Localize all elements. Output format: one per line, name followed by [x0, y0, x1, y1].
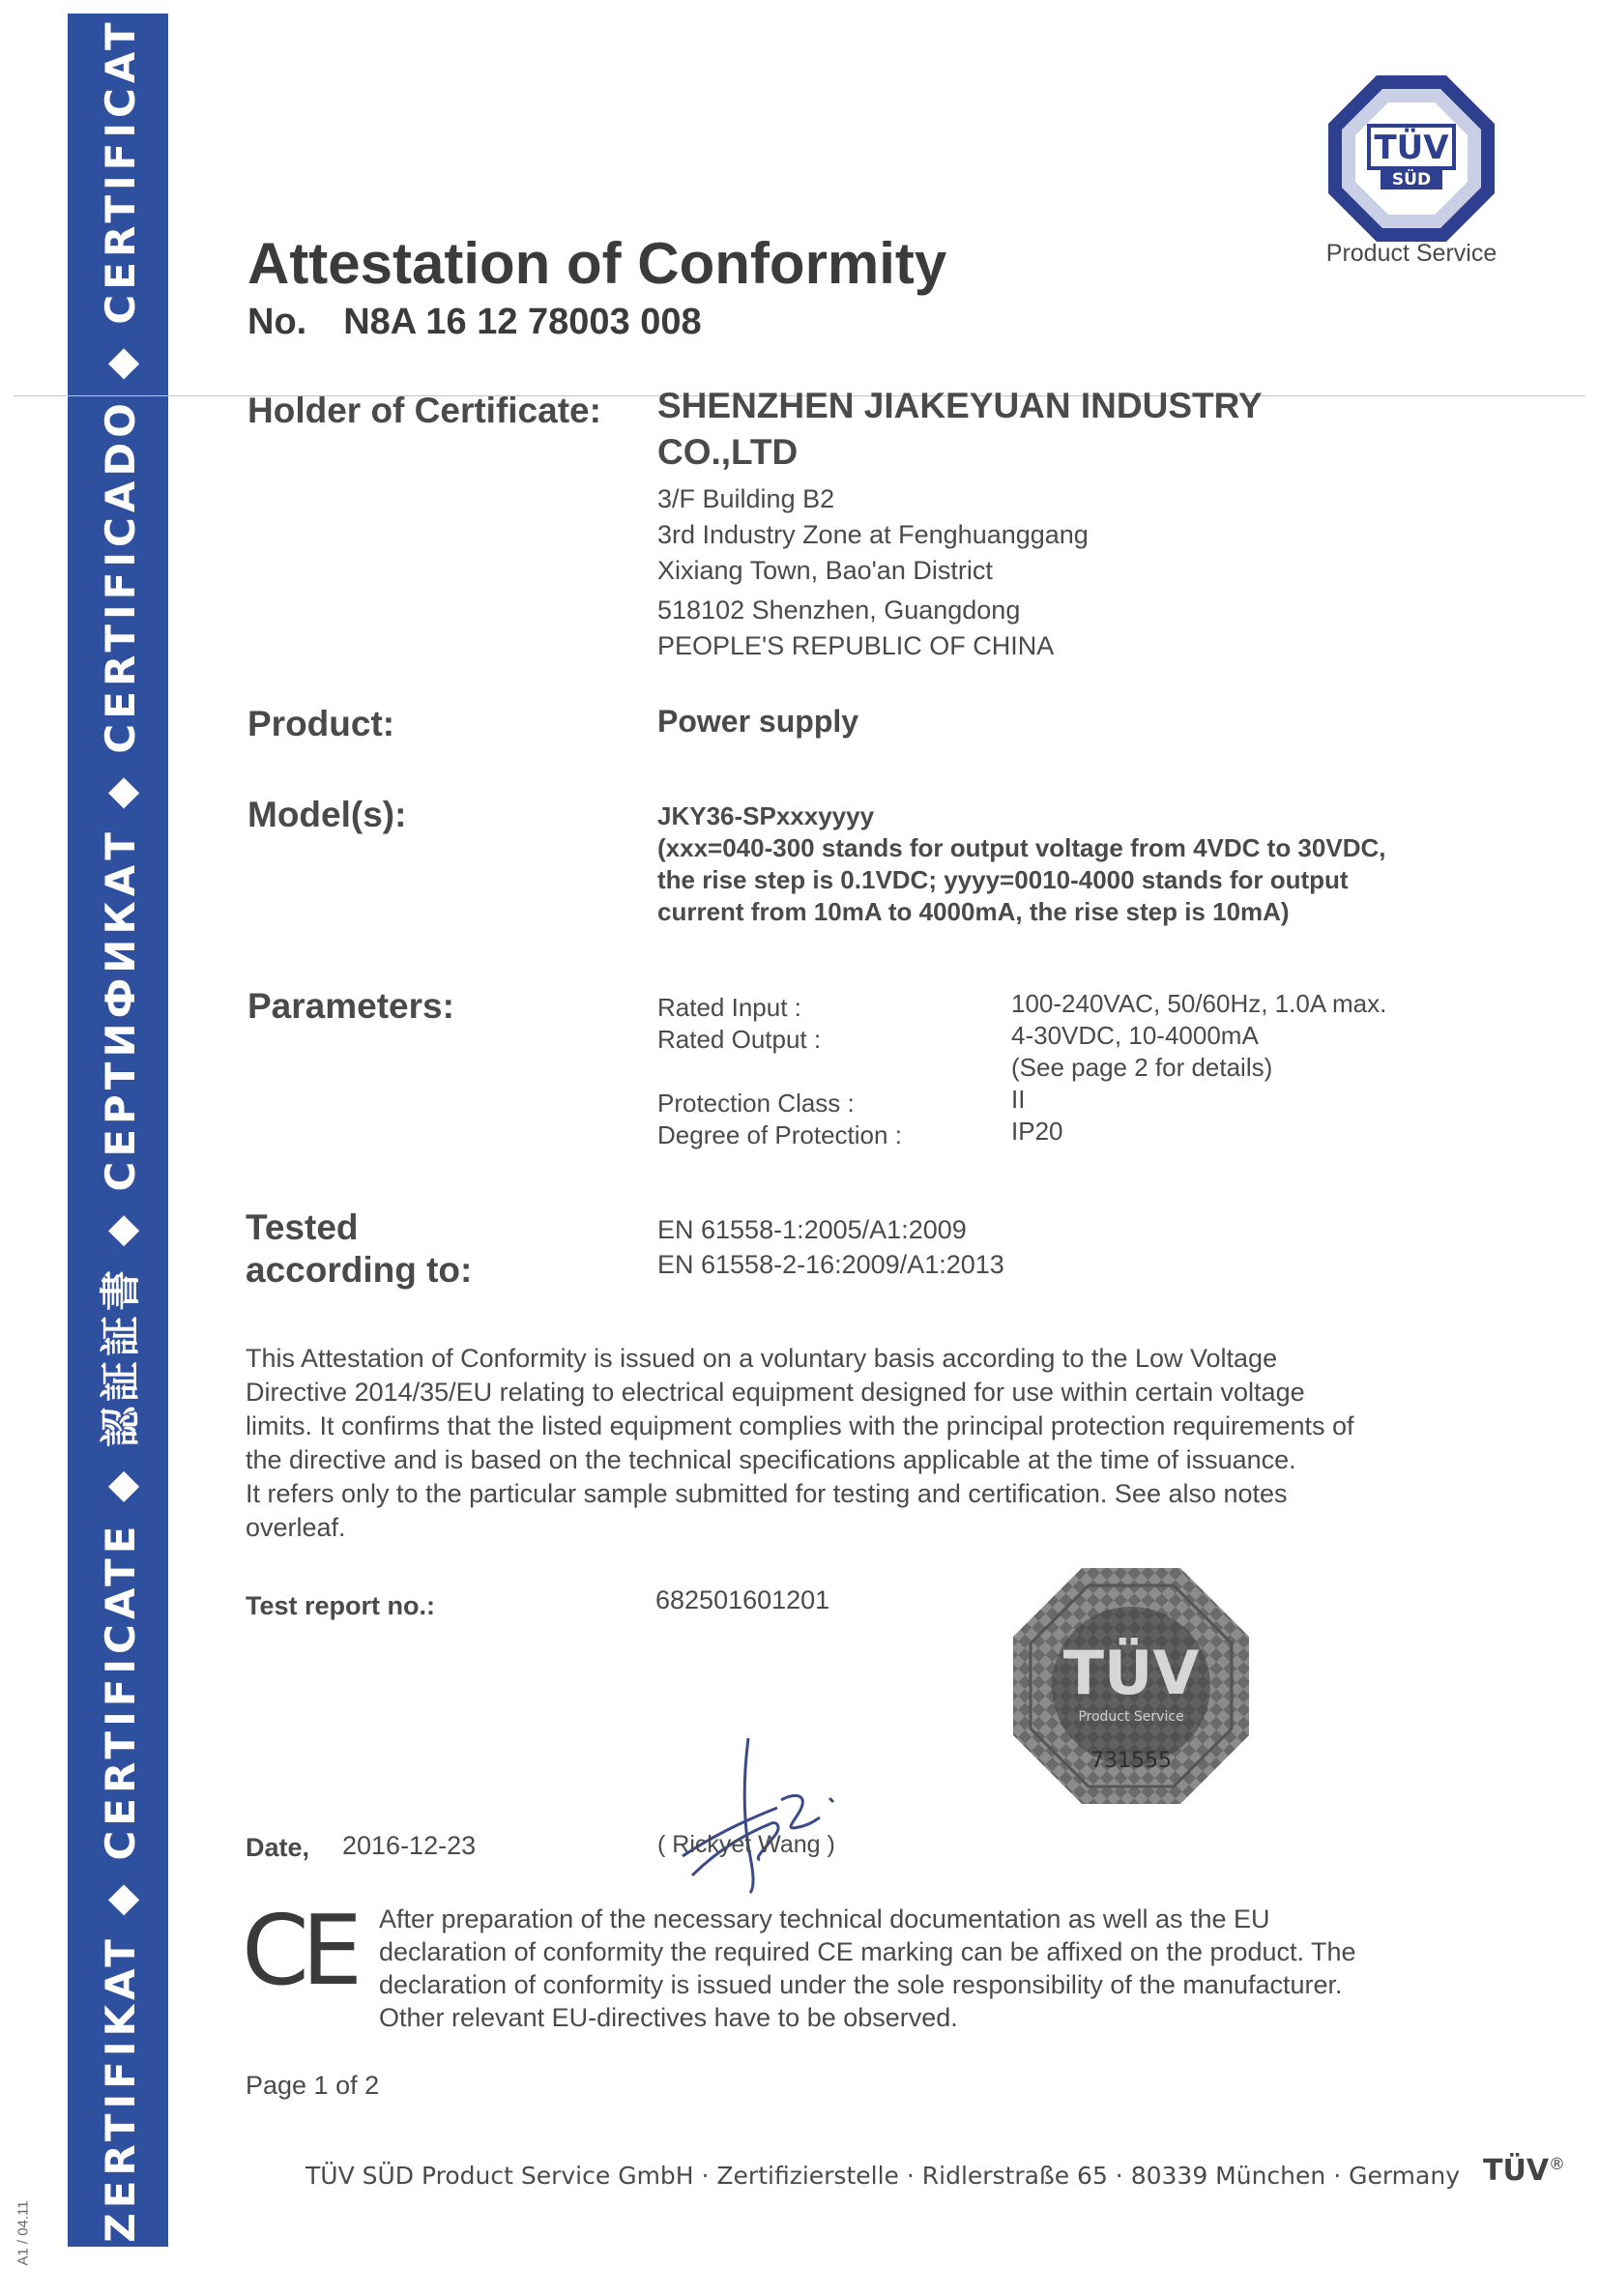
tuv-hologram-seal-icon [1011, 1566, 1251, 1806]
logo-mark-bottom: SÜD [1391, 170, 1432, 189]
holder-label: Holder of Certificate: [247, 391, 601, 430]
holder-name [657, 383, 1263, 476]
tested-label-line: according to: [246, 1250, 473, 1290]
signatory-name: ( Rickyet Wang ) [657, 1831, 835, 1858]
seal-serial: 731555 [1090, 1749, 1172, 1773]
parameter-name: Rated Output : [657, 1025, 822, 1054]
parameters-label: Parameters: [247, 986, 454, 1026]
statement-line: the directive and is based on the technical specifications applicable at the time of issuance. [246, 1445, 1296, 1474]
ce-note [379, 1903, 1462, 2034]
parameter-name: Protection Class : [657, 1089, 855, 1118]
tested-label [246, 1206, 472, 1292]
conformity-statement [246, 1342, 1435, 1545]
test-report-label: Test report no.: [246, 1591, 436, 1620]
logo-caption: Product Service [1325, 240, 1497, 267]
model-line: JKY36-SPxxxyyyy [657, 801, 875, 830]
product-value: Power supply [657, 704, 859, 739]
statement-line: overleaf. [246, 1513, 346, 1542]
model-line: current from 10mA to 4000mA, the rise step is 10mA) [657, 897, 1290, 926]
parameter-value: IP20 [1011, 1117, 1063, 1146]
parameter-name [657, 1056, 902, 1088]
document-title: Attestation of Conformity [247, 231, 947, 296]
form-code [14, 2170, 33, 2296]
parameter-values [1011, 988, 1386, 1148]
parameter-value: 4-30VDC, 10-4000mA [1011, 1021, 1259, 1050]
parameter-names [657, 992, 902, 1151]
side-band-text: ZERTIFIKAT ◆ CERTIFICATE ◆ 認証証書 ◆ СЕРТИФИКАТ ◆ CERTIFICADO ◆ CERTIFICAT [97, 17, 144, 2243]
standard-item: EN 61558-2-16:2009/A1:2013 [657, 1250, 1004, 1279]
certificate-number-value: N8A 16 12 78003 008 [343, 302, 702, 342]
parameter-name: Rated Input : [657, 993, 801, 1022]
address-line: 518102 Shenzhen, Guangdong [657, 596, 1021, 625]
footer-address: TÜV SÜD Product Service GmbH · Zertifizierstelle · Ridlerstraße 65 · 80339 München · Germany [305, 2162, 1460, 2190]
address-line: 3rd Industry Zone at Fenghuanggang [657, 520, 1089, 549]
seal-subtext: Product Service [1078, 1709, 1184, 1725]
address-line: 3/F Building B2 [657, 484, 835, 513]
tuv-sud-logo-icon [1326, 73, 1497, 244]
standards-list [657, 1212, 1004, 1282]
registered-mark: ® [1549, 2155, 1566, 2174]
parameter-value: 100-240VAC, 50/60Hz, 1.0A max. [1011, 989, 1387, 1018]
date-label: Date, [246, 1833, 310, 1862]
certificate-side-band [68, 14, 168, 2247]
models-list [657, 800, 1385, 928]
footer-logo [1483, 2154, 1565, 2188]
statement-line: This Attestation of Conformity is issued on a voluntary basis according to the Low Voltage [246, 1344, 1278, 1373]
ce-note-line: declaration of conformity the required CE marking can be affixed on the product. The [379, 1937, 1356, 1966]
model-line: (xxx=040-300 stands for output voltage from 4VDC to 30VDC, [657, 833, 1386, 862]
ce-note-line: Other relevant EU-directives have to be observed. [379, 2003, 958, 2032]
statement-line: limits. It confirms that the listed equipment complies with the principal protection requirements of [246, 1411, 1354, 1440]
test-report-number: 682501601201 [655, 1585, 830, 1614]
parameter-name: Degree of Protection : [657, 1120, 902, 1149]
address-line: PEOPLE'S REPUBLIC OF CHINA [657, 631, 1055, 660]
statement-line: Directive 2014/35/EU relating to electrical equipment designed for use within certain voltage [246, 1378, 1305, 1407]
parameter-value: II [1011, 1085, 1026, 1114]
footer-logo-text: TÜV [1483, 2154, 1550, 2188]
ce-mark-icon: CE [242, 1894, 356, 2007]
holder-address [657, 481, 1089, 664]
logo-mark-top: TÜV [1374, 129, 1449, 167]
address-line: Xixiang Town, Bao'an District [657, 556, 993, 585]
standard-item: EN 61558-1:2005/A1:2009 [657, 1215, 967, 1244]
models-label: Model(s): [247, 795, 407, 834]
certificate-number [247, 302, 702, 343]
page-indicator: Page 1 of 2 [246, 2071, 380, 2100]
statement-line: It refers only to the particular sample submitted for testing and certification. See also notes [246, 1479, 1288, 1508]
date-value: 2016-12-23 [342, 1831, 477, 1860]
parameter-value: (See page 2 for details) [1011, 1053, 1273, 1082]
signature-icon [663, 1730, 857, 1895]
ce-note-line: declaration of conformity is issued under the sole responsibility of the manufacturer. [379, 1970, 1343, 1999]
form-code-text: A1 / 04.11 [15, 2200, 32, 2266]
seal-mark: TÜV [1062, 1638, 1200, 1708]
certificate-number-label: No. [247, 302, 307, 342]
holder-name-line: CO.,LTD [657, 432, 799, 472]
ce-note-line: After preparation of the necessary technical documentation as well as the EU [379, 1904, 1270, 1933]
tested-label-line: Tested [246, 1207, 359, 1247]
model-line: the rise step is 0.1VDC; yyyy=0010-4000 stands for output [657, 865, 1349, 894]
product-label: Product: [247, 704, 395, 743]
holder-name-line: SHENZHEN JIAKEYUAN INDUSTRY [657, 386, 1263, 425]
